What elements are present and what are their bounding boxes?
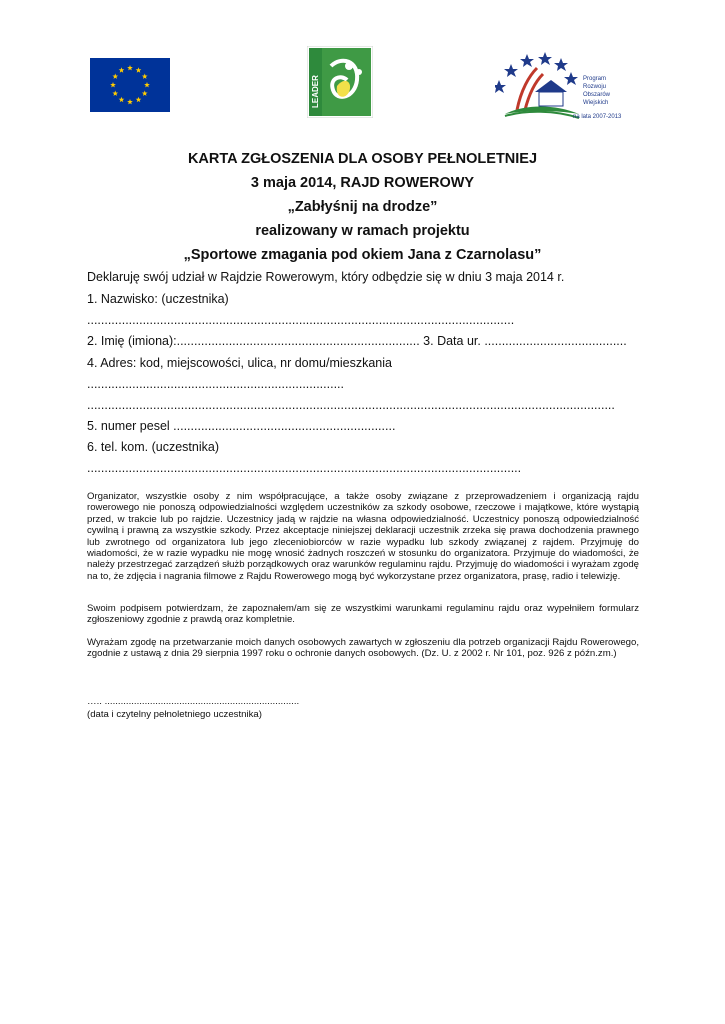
event-date-title: 3 maja 2014, RAJD ROWEROWY xyxy=(250,175,475,191)
pesel-field[interactable]: 5. numer pesel ................................................................ xyxy=(87,419,396,433)
first-name-birthdate-field[interactable]: 2. Imię (imiona):...................................................................... 3. Data ur. ......................................... xyxy=(87,334,627,348)
eu-flag-logo xyxy=(90,58,170,112)
declaration-text: Deklaruję swój udział w Rajdzie Rowerowym, który odbędzie się w dniu 3 maja 2014 r. xyxy=(87,270,565,284)
eu-star-icon xyxy=(136,67,142,72)
leader-logo-text: LEADER xyxy=(311,75,320,108)
eu-star-icon xyxy=(144,82,150,87)
eu-star-icon xyxy=(119,97,125,102)
prow-logo xyxy=(495,50,625,122)
eu-star-icon xyxy=(136,97,142,102)
prow-logo-years: na lata 2007-2013 xyxy=(573,114,622,120)
project-intro-title: realizowany w ramach projektu xyxy=(255,223,470,239)
confirmation-paragraph: Swoim podpisem potwierdzam, że zapoznałem/am się ze wszystkimi warunkami regulaminu rajdu oraz wypełniłem formularz zgłoszeniowy zgodnie z prawdą oraz kompletnie. xyxy=(87,603,639,626)
surname-field[interactable]: ........................................................................................................................... xyxy=(87,313,515,327)
prow-logo-line-2: Rozwoju xyxy=(583,84,607,90)
phone-field[interactable]: ............................................................................................................................. xyxy=(87,461,522,475)
address-field-line-2[interactable]: ........................................................................................................................................................ xyxy=(87,398,615,412)
eu-star-icon xyxy=(112,91,118,96)
surname-label: 1. Nazwisko: (uczestnika) xyxy=(87,292,229,306)
prow-logo-line-3: Obszarów xyxy=(583,92,611,98)
phone-label: 6. tel. kom. (uczestnika) xyxy=(87,440,219,454)
event-name-title: „Zabłyśnij na drodze” xyxy=(287,199,438,215)
liability-terms-paragraph: Organizator, wszystkie osoby z nim współpracujące, a także osoby związane z przeprowadzeniem i organizacją rajdu rowerowego nie ponoszą odpowiedzialności względem uczestników za szkody osobowe, rzeczowe i majątkowe, które wystąpią przed, w trakcie lub po rajdzie. Uczestnicy jadą w rajdzie na własna odpowiedzialność. Uczestnicy ponoszą odpowiedzialność cywilną i prawną za wszystkie szkody. Przez akceptacje niniejszej deklaracji uczestnik zrzeka się prawa dochodzenia prawnego lub zwrotnego od organizatora lub jego zleceniobiorców w razie wypadku lub szkody związanej z rajdem. Przyjmuję do wiadomości, że w razie wypadku nie mogę wnosić żadnych roszczeń w stosunku do organizatora. Przyjmuje do wiadomości, że należy przestrzegać zarządzeń służb porządkowych oraz warunków regulaminu rajdu. Przyjmuję do wiadomości i wyrażam zgodę na to, że zdjęcia i nagrania filmowe z Rajdu Rowerowego mogą być wykorzystane przez organizatora, prasę, radio i telewizję. xyxy=(87,491,639,582)
eu-star-icon xyxy=(127,65,133,70)
eu-star-icon xyxy=(119,67,125,72)
form-title-block xyxy=(0,147,725,267)
prow-logo-line-4: Wiejskich xyxy=(583,100,609,106)
leader-logo xyxy=(307,46,373,118)
data-consent-paragraph: Wyrażam zgodę na przetwarzanie moich danych osobowych zawartych w zgłoszeniu dla potrzeb organizacji Rajdu Rowerowego, zgodnie z ustawą z dnia 29 sierpnia 1997 roku o ochronie danych osobowych. (Dz. U. z 2002 r. Nr 101, poz. 926 z późn.zm.) xyxy=(87,637,639,660)
eu-star-icon xyxy=(127,99,133,104)
address-field-line-1[interactable]: .......................................................................... xyxy=(87,377,344,391)
eu-star-icon xyxy=(110,82,116,87)
logo-bar xyxy=(0,46,725,126)
eu-star-icon xyxy=(142,74,148,79)
address-label: 4. Adres: kod, miejscowości, ulica, nr domu/mieszkania xyxy=(87,356,392,370)
eu-star-icon xyxy=(112,74,118,79)
signature-caption: (data i czytelny pełnoletniego uczestnika) xyxy=(87,709,262,720)
eu-star-icon xyxy=(142,91,148,96)
form-title: KARTA ZGŁOSZENIA DLA OSOBY PEŁNOLETNIEJ xyxy=(187,151,538,167)
prow-logo-line-1: Program xyxy=(583,76,607,82)
signature-line[interactable]: ….. ......................................................................... xyxy=(87,696,300,707)
project-name-title: „Sportowe zmagania pod okiem Jana z Czarnolasu” xyxy=(183,247,542,263)
